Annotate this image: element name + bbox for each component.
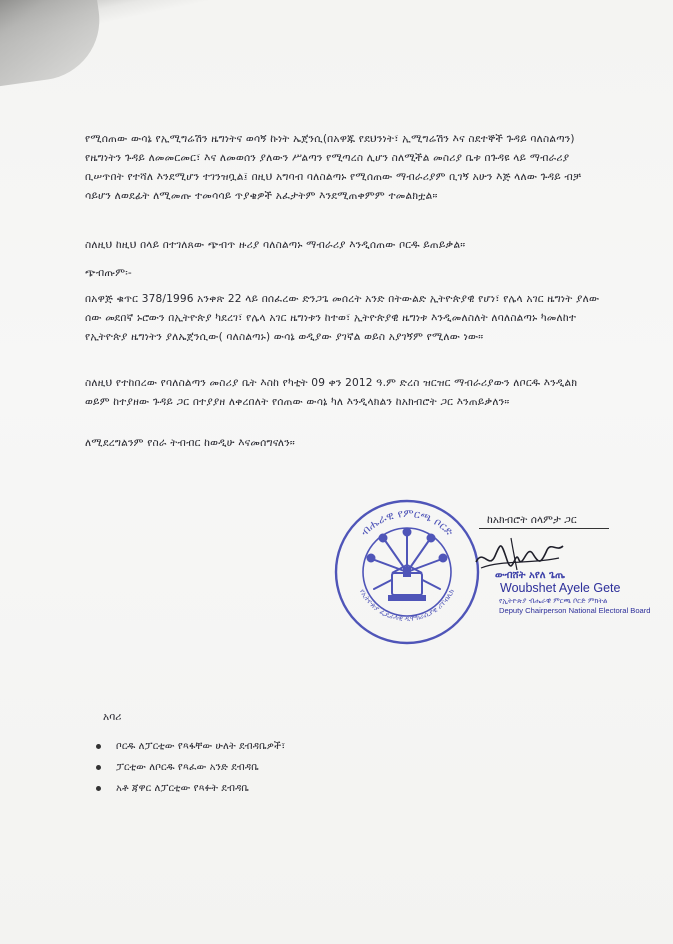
paragraph-issue-label: ጭብጡም፡- bbox=[85, 267, 132, 279]
bullet-icon bbox=[96, 744, 101, 749]
signatory-role-english: Deputy Chairperson National Electoral Board bbox=[499, 606, 651, 615]
attachment-item-text: አቶ ጃዋር ለፓርቲው የጻፉት ደብዳቤ bbox=[116, 783, 250, 794]
attachment-item-text: ፓርቲው ለቦርዱ የጻፈው አንድ ደብዳቤ bbox=[116, 762, 259, 773]
signatory-role-amharic: የኢትዮጵያ ብሔራዊ ምርጫ ቦርድ ምክትል bbox=[499, 597, 608, 605]
page-fold-shadow bbox=[0, 0, 673, 110]
stamp-emblem bbox=[367, 528, 447, 601]
attachment-item bbox=[96, 778, 285, 799]
signatory-name-english: Woubshet Ayele Gete bbox=[500, 581, 621, 595]
bullet-icon bbox=[96, 786, 101, 791]
attachment-item-text: ቦርዱ ለፓርቲው የጻፋቸው ሁለት ደብዳቤዎች፣ bbox=[116, 741, 286, 752]
bullet-icon bbox=[96, 765, 101, 770]
attachments-list bbox=[96, 736, 285, 799]
stamp-ring-top-text: ብሔራዊ የምርጫ ቦርድ bbox=[357, 506, 457, 539]
signature-underline bbox=[479, 528, 609, 529]
electoral-board-stamp bbox=[332, 497, 482, 647]
paragraph-issue: በአዋጅ ቁጥር 378/1996 አንቀጽ 22 ላይ በሰፈረው ድንጋጌ መሰረት አንድ በትውልድ ኢትዮጵያዊ የሆነ፣ የሌላ አገር ዜግነት ያለው ሰው መደበኛ ኑሮውን በኢትዮጵያ ካደረገ፣ የሌላ አገር ዜግነቱን ከተወ፣ ኢትዮጵያዊ ዜግነቱ እንዲመለስለት ለባለስልጣኑ ካመለከተ የኢትዮጵያ ዜግነትን ያለኤጀንሲው( ባለስልጣኑ) ውሳኔ ወዲያው ያገኛል ወይስ አያገኝም የሚለው ነው። bbox=[85, 293, 600, 343]
folded-corner bbox=[0, 0, 107, 88]
paragraph-thanks: ለሚደረግልንም የስራ ትብብር ከወዲሁ እናመሰግናለን። bbox=[85, 437, 296, 449]
handwritten-signature bbox=[471, 530, 566, 575]
attachments-heading: አባሪ bbox=[103, 711, 122, 723]
closing-salutation: ከአክብሮት ሰላምታ ጋር bbox=[487, 514, 577, 526]
paragraph-request: ስለዚህ ከዚህ በላይ በተገለጸው ጭብጥ ዙሪያ ባለስልጣኑ ማብራሪያ እንዲሰጠው ቦርዱ ይጠይቃል። bbox=[85, 239, 466, 251]
attachment-item bbox=[96, 757, 285, 778]
signatory-name-amharic: ውብሸት አየለ ጌጤ bbox=[495, 570, 565, 581]
paragraph-deadline: ስለዚህ የተከበረው የባለስልጣን መስሪያ ቤት እስከ የካቲት 09 ቀን 2012 ዓ.ም ድረስ ዝርዝር ማብራሪያውን ለቦርዱ እንዲልክ ወይም ከተያዘው ጉዳይ ጋር በተያያዘ ለቀረበለት የሰጠው ውሳኔ ካለ እንዲላክልን ከአክብሮት ጋር እንጠይቃለን። bbox=[85, 377, 578, 408]
attachment-item bbox=[96, 736, 285, 757]
stamp-ring-bottom-text: የኢትዮጵያ ፌዴራላዊ ዲሞክራሲያዊ ሪፐብሊክ bbox=[357, 587, 457, 623]
paragraph-intro: የሚሰጠው ውሳኔ የኢሚግሬሽን ዜግነትና ወሳኝ ኩነት ኤጀንሲ(በአዋጁ የደህንነት፣ ኢሚግሬሽን እና ስደተኞች ጉዳይ ባለስልጣን) የዜግነትን ጉዳይ ለመመርመር፣ እና ለመወሰን ያለውን ሥልጣን የሚጣረስ ሊሆን ስለሚችል መስሪያ ቤቱ በጉዳዩ ላይ ማብራሪያ ቢሠጥበት የተሻለ እንደሚሆን ተገንዝቧል፤ በዚህ አግባብ ባለስልጣኑ የሚሰጠው ማብራሪያም ቢገኝ አሁን እጅ ላለው ጉዳይ ብቻ ሳይሆን ለወደፊት ለሚመጡ ተመሳሳይ ጥያቄዎች አፈታትም እንደሚጠቀምም ተመልክቷል። bbox=[85, 133, 582, 202]
